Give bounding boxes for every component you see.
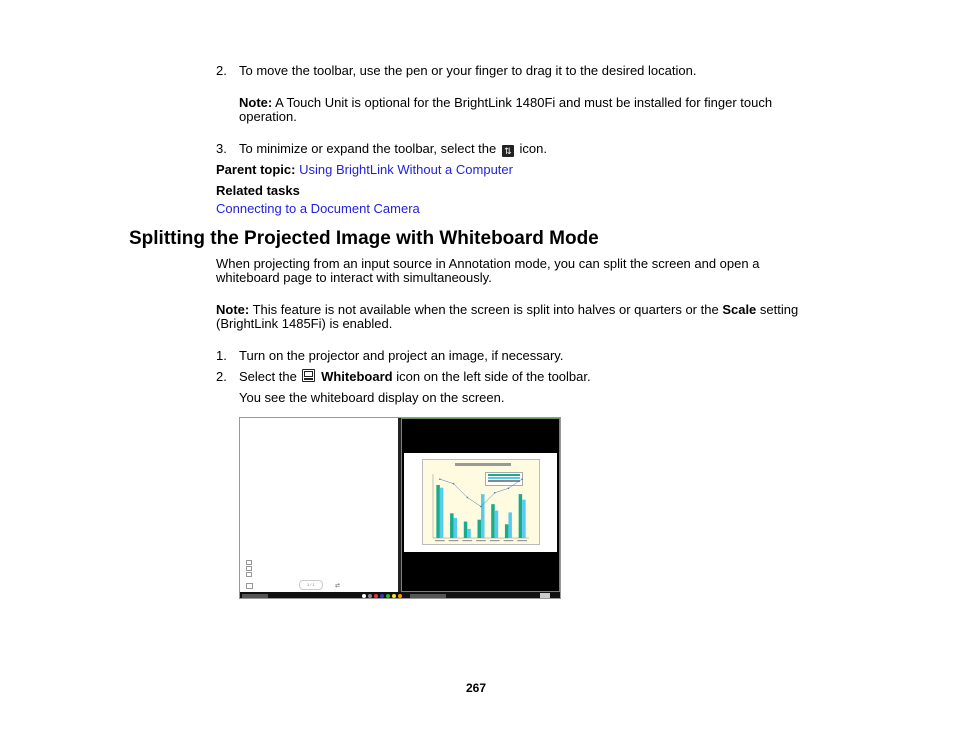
- toolbar-toggle-icon: ⇅: [502, 145, 514, 157]
- pen-icon[interactable]: [362, 594, 366, 598]
- chart-line-point: [480, 506, 482, 508]
- page-navigator[interactable]: [299, 580, 323, 590]
- chart-line-point: [453, 483, 455, 485]
- chart-line-point: [494, 492, 496, 494]
- note-text: A Touch Unit is optional for the BrightLink 1480Fi and must be installed for finger touch: [275, 95, 773, 110]
- note-bold: Scale: [722, 302, 757, 317]
- chart-bar: [467, 529, 471, 538]
- note-label: Note:: [239, 95, 273, 110]
- chart-line-point: [466, 497, 468, 499]
- step-text: [239, 369, 591, 384]
- projected-slide: [404, 453, 557, 552]
- related-task-link[interactable]: Connecting to a Document Camera: [216, 201, 420, 216]
- category-tick-label: [449, 540, 459, 541]
- chart-bar: [508, 512, 512, 538]
- refresh-icon[interactable]: ⇄: [335, 583, 341, 589]
- step-number: 1.: [216, 348, 227, 363]
- category-tick-label: [517, 540, 527, 541]
- chart-bar: [464, 522, 468, 538]
- step-text-after: icon.: [519, 141, 547, 156]
- chart-plot: [423, 460, 539, 544]
- step-text-before: Select the: [239, 369, 297, 384]
- step-text: To move the toolbar, use the pen or your finger to drag it to the desired location.: [239, 63, 697, 78]
- related-tasks-label: Related tasks: [216, 183, 300, 198]
- projected-input-pane: [401, 418, 560, 592]
- parent-topic-link[interactable]: Using BrightLink Without a Computer: [299, 162, 513, 177]
- chart-bar: [450, 513, 454, 538]
- chart-bar: [436, 485, 440, 538]
- taskbar-icons-mid[interactable]: [410, 594, 446, 598]
- color-green-icon[interactable]: [386, 594, 390, 598]
- page-indicator: 1 / 1: [307, 582, 315, 587]
- category-tick-label: [476, 540, 486, 541]
- bottom-toolbar: [240, 592, 561, 599]
- chart-bar: [491, 504, 495, 538]
- note-text: This feature is not available when the screen is split into halves or quarters or the: [252, 302, 719, 317]
- color-gray-icon[interactable]: [368, 594, 372, 598]
- whiteboard-pane: [240, 418, 398, 592]
- step-number: 2.: [216, 369, 227, 384]
- related-task-item: [216, 201, 420, 216]
- color-yellow-icon[interactable]: [392, 594, 396, 598]
- whiteboard-screenshot: [239, 417, 561, 599]
- note-line: [239, 95, 772, 110]
- page-number: 267: [466, 681, 487, 695]
- chart-line-point: [521, 478, 523, 480]
- chart-bar: [495, 511, 499, 538]
- note-text-after: setting: [759, 302, 799, 317]
- intro-line-2: whiteboard page to interact with simultaneously.: [216, 270, 492, 285]
- taskbar-button-right[interactable]: [540, 593, 550, 599]
- category-tick-label: [490, 540, 500, 541]
- step-text: [239, 141, 547, 157]
- chart-line-point: [508, 487, 510, 489]
- color-red-icon[interactable]: [374, 594, 378, 598]
- chart-bar: [522, 500, 526, 538]
- chart-bar: [454, 518, 457, 538]
- step-number: 3.: [216, 141, 227, 156]
- step-bold: Whiteboard: [321, 369, 393, 384]
- section-title: Splitting the Projected Image with Whiteboard Mode: [129, 228, 599, 249]
- chart-bar: [478, 520, 482, 538]
- whiteboard-icon: [302, 369, 315, 382]
- category-tick-label: [504, 540, 514, 541]
- note-label: Note:: [216, 302, 250, 317]
- category-tick-label: [462, 540, 472, 541]
- category-tick-label: [435, 540, 445, 541]
- color-blue-icon[interactable]: [380, 594, 384, 598]
- result-text: You see the whiteboard display on the screen.: [239, 390, 505, 405]
- step-text: Turn on the projector and project an image, if necessary.: [239, 348, 564, 363]
- intro-line-1: When projecting from an input source in Annotation mode, you can split the screen and open a: [216, 256, 760, 271]
- parent-topic: [216, 162, 513, 177]
- step-text-after: icon on the left side of the toolbar.: [396, 369, 591, 384]
- minimize-icon[interactable]: [246, 583, 253, 589]
- section-note: [216, 302, 798, 317]
- chart-bar: [519, 494, 523, 538]
- color-orange-icon[interactable]: [398, 594, 402, 598]
- parent-topic-label: Parent topic:: [216, 162, 296, 177]
- note-line-2: operation.: [239, 109, 297, 124]
- step-number: 2.: [216, 63, 227, 78]
- chart-bar: [505, 524, 509, 538]
- side-toolbar: [246, 560, 251, 574]
- chart-bar: [440, 488, 444, 538]
- step-text-before: To minimize or expand the toolbar, select the: [239, 141, 497, 156]
- chart-line-point: [439, 478, 441, 480]
- chart-bar: [481, 494, 485, 538]
- taskbar-icons-left[interactable]: [242, 594, 268, 598]
- bar-chart: [422, 459, 540, 545]
- section-note-line-2: (BrightLink 1485Fi) is enabled.: [216, 316, 393, 331]
- related-tasks-heading: [216, 183, 300, 198]
